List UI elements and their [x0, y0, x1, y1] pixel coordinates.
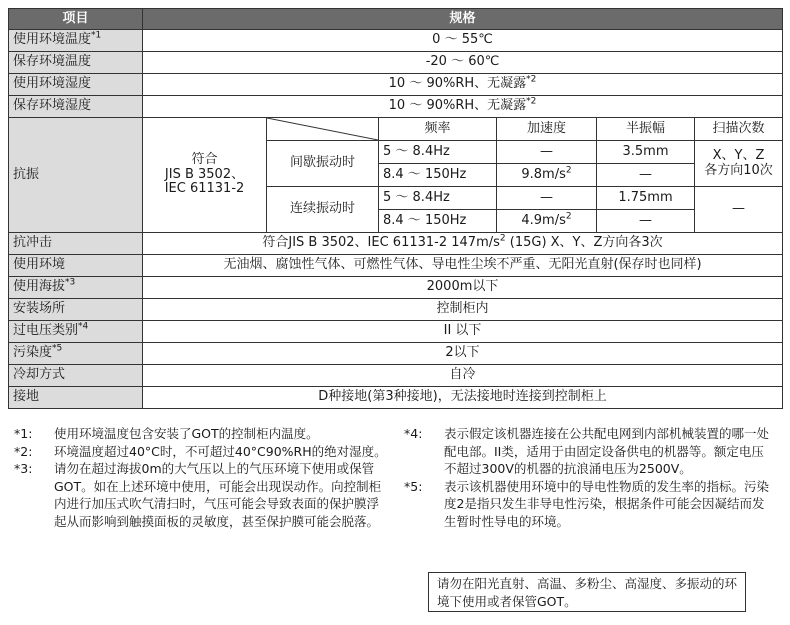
footnote: *4: 表示假定该机器连接在公共配电网到内部机械装置的哪一处配电部。II类，适用于由固定设备供电的机器等。额定电压不超过300V的机器的抗浪涌电压为2500V。 — [404, 426, 770, 477]
table-row — [9, 277, 783, 299]
sweep-cell: — — [695, 187, 783, 233]
row-label: 冷却方式 — [9, 365, 143, 387]
row-label: 使用环境 — [9, 255, 143, 277]
col-frequency: 频率 — [379, 118, 497, 141]
row-value: 2000m以下 — [143, 277, 783, 299]
half-cell: 3.5mm — [597, 141, 695, 164]
row-label: 保存环境温度 — [9, 52, 143, 74]
footnote: *3: 请勿在超过海拔0m的大气压以上的气压环境下使用或保管GOT。如在上述环境中使用，可能会出现误动作。向控制柜内进行加压式吹气清扫时，气压可能会导致表面的保护膜浮起从而影响到触摸面板的灵敏度，甚至保护膜可能会脱落。 — [14, 461, 382, 529]
row-label: 安装场所 — [9, 299, 143, 321]
row-value: 10 ～ 90%RH、无凝露$^{*2}$ — [143, 74, 783, 96]
row-label: 保存环境湿度 — [9, 96, 143, 118]
row-value: -20 ～ 60℃ — [143, 52, 783, 74]
table-row — [9, 96, 783, 118]
table-row — [9, 30, 783, 52]
row-label: 接地 — [9, 387, 143, 409]
row-value: 控制柜内 — [143, 299, 783, 321]
intermittent-label: 间歇振动时 — [267, 141, 379, 187]
freq-cell: 8.4 ～ 150Hz — [379, 210, 497, 233]
col-acceleration: 加速度 — [497, 118, 597, 141]
spec-table — [8, 8, 783, 409]
row-value: 符合JIS B 3502、IEC 61131-2 $147m/s^2$ (15G) X、Y、Z方向各3次 — [143, 233, 783, 255]
footnote: *5: 表示该机器使用环境中的导电性物质的发生率的指标。污染度2是指只发生非导电性污染，根据条件可能会因凝结而发生暂时性导电的环境。 — [404, 478, 770, 529]
freq-cell: 5 ～ 8.4Hz — [379, 187, 497, 210]
row-label: 污染度$^{*5}$ — [9, 343, 143, 365]
half-cell: 1.75mm — [597, 187, 695, 210]
table-row — [9, 387, 783, 409]
footnote: *1: 使用环境温度包含安装了GOT的控制柜内温度。 — [14, 426, 319, 441]
freq-cell: 8.4 ～ 150Hz — [379, 164, 497, 187]
accel-cell: — — [497, 187, 597, 210]
row-label: 抗冲击 — [9, 233, 143, 255]
vibration-header-row — [9, 118, 783, 141]
col-sweep-count: 扫描次数 — [695, 118, 783, 141]
row-value: 2以下 — [143, 343, 783, 365]
continuous-label: 连续振动时 — [267, 187, 379, 233]
row-value: 0 ～ 55℃ — [143, 30, 783, 52]
accel-cell: $9.8m/s^2$ — [497, 164, 597, 187]
footnotes-left — [14, 425, 390, 531]
table-row — [9, 74, 783, 96]
table-row — [9, 299, 783, 321]
table-header-row — [9, 9, 783, 30]
footnote: *2: 环境温度超过40°C时，不可超过40°C90%RH的绝对湿度。 — [14, 443, 387, 459]
row-label: 使用海拔$^{*3}$ — [9, 277, 143, 299]
row-value: D种接地(第3种接地)，无法接地时连接到控制柜上 — [143, 387, 783, 409]
table-row — [9, 343, 783, 365]
accel-cell: $4.9m/s^2$ — [497, 210, 597, 233]
diagonal-cell — [267, 118, 379, 141]
header-spec: 规格 — [143, 9, 783, 30]
row-value: 无油烟、腐蚀性气体、可燃性气体、导电性尘埃不严重、无阳光直射(保存时也同样) — [143, 255, 783, 277]
table-row — [9, 52, 783, 74]
row-label: 过电压类别$^{*4}$ — [9, 321, 143, 343]
sweep-cell: X、Y、Z 各方向10次 — [695, 141, 783, 187]
table-row — [9, 233, 783, 255]
header-item: 项目 — [9, 9, 143, 30]
vibration-standard: 符合 JIS B 3502、 IEC 61131-2 — [143, 118, 267, 233]
row-value: 10 ～ 90%RH、无凝露$^{*2}$ — [143, 96, 783, 118]
row-value: 自冷 — [143, 365, 783, 387]
table-row — [9, 255, 783, 277]
col-half-amplitude: 半振幅 — [597, 118, 695, 141]
freq-cell: 5 ～ 8.4Hz — [379, 141, 497, 164]
half-cell: — — [597, 164, 695, 187]
diagonal-line — [267, 118, 378, 140]
row-value: II 以下 — [143, 321, 783, 343]
row-label: 使用环境湿度 — [9, 74, 143, 96]
accel-cell: — — [497, 141, 597, 164]
vibration-label: 抗振 — [9, 118, 143, 233]
warning-box: 请勿在阳光直射、高温、多粉尘、高湿度、多振动的环境下使用或者保管GOT。 — [428, 572, 746, 612]
table-row — [9, 365, 783, 387]
half-cell: — — [597, 210, 695, 233]
footnotes-right — [404, 425, 776, 531]
table-row — [9, 321, 783, 343]
row-label: 使用环境温度$^{*1}$ — [9, 30, 143, 52]
